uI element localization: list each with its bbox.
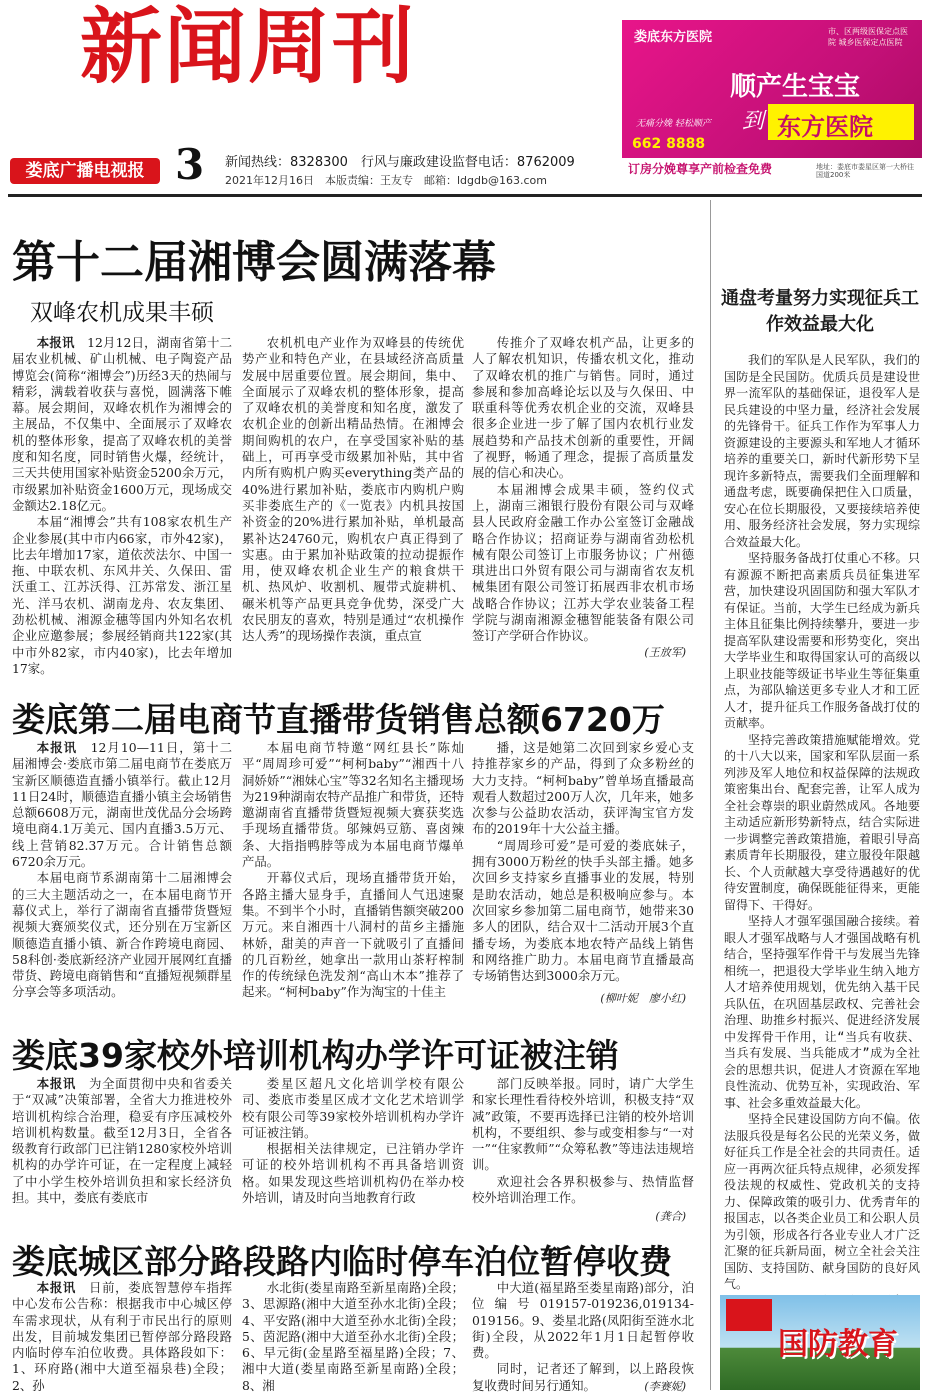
header-rule (8, 194, 922, 197)
article1-title: 第十二届湘博会圆满落幕 (12, 237, 496, 288)
page-number: 3 (175, 140, 205, 189)
ad-offer: 订房分娩尊享产前检查免费 (628, 162, 773, 176)
article4-col3: 中大道(福星路至娄星南路)部分，泊位编号019157-019236,019134-019156。9、娄星北路(凤阳街至涟水北街)全段，从2022年1月1日起暂停收费。 同时，记者还了解到，以上路段恢复收费时间另行通知。 (472, 1280, 694, 1393)
article3-col1: 本报讯 为全面贯彻中央和省委关于“双减”决策部署，全省大力推进校外培训机构综合治理，稳妥有序压减校外培训机构数量。截至12月3日，全省各级教育行政部门已注销1280家校外培训机构的办学许可证，在一定程度上减轻了中小学生校外培训负担和家长经济负担。其中，娄底有娄底市 (12, 1076, 233, 1206)
hotline-info: 新闻热线：8328300 行风与廉政建设监督电话：8762009 (225, 155, 575, 170)
ad-bottom-bar (622, 158, 922, 180)
article2-col3: 播，这是她第二次回到家乡爱心支持推荐家乡的产品，得到了众多粉丝的大力支持。“柯柯baby”曾单场直播最高观看人数超过200万人次，几年来，她多次参与公益助农活动，获评淘宝官方发布的2019年十大公益主播。 “周周珍可爱”是可爱的娄底妹子，拥有3000万粉丝的快手头部主播。她多次回乡支持家乡直播事业的发展，特别是助农活动，她总是积极响应参与。本次回家乡参加第二届电商节，她带来30多人的团队，结合双十二活动开展3个直播专场，为娄底本地农特产品线上销售和网络推广助力。本届电商节直播最高专场销售达到3000余万元。 (472, 740, 694, 984)
article4-col1: 本报讯 日前，娄底智慧停车指挥中心发布公告称：根据我市中心城区停车需求现状，从有利于市民出行的原则出发，目前城发集团已暂停部分路段路内临时停车泊位收费。具体路段如下：1、环府路(湘中大道至福泉巷)全段；2、孙 (12, 1280, 233, 1393)
ad-hospital-big: 东方医院 (777, 112, 873, 141)
masthead-title: 新闻周刊 (80, 0, 417, 95)
article1-col2: 农机机电产业作为双峰县的传统优势产业和特色产业，在县域经济高质量发展中居重要位置。展会期间，集中、全面展示了双峰农机的整体形象，提高了双峰农机的美誉度和知名度，激发了农机企业的创新出精品热情。在湘博会期间购机的农户，在享受国家补贴的基础上，可再享受市级累加补贴，其中省内所有购机户购买everything类产品的40%进行累加补贴，娄底市内购机户购买非娄底生产的《一览表》内机具按国补资金的20%进行累加补贴，单机最高累补达24760元，购机农户真正得到了实惠。由于累加补贴政策的拉动提振作用，使双峰农机企业生产的粮食烘干机、热风炉、收割机、履带式旋耕机、碾米机等产品更具竞争优势，深受广大农民朋友的喜欢，特别是通过“农机操作达人秀”的现场操作表演，重点宣 (242, 335, 464, 644)
commentary-body: 我们的军队是人民军队，我们的国防是全民国防。优质兵员是建设世界一流军队的基础保证，退役军人是民兵建设的中坚力量，经济社会发展的先锋骨干。征兵工作作为军事人力资源建设的主要源头和军地人才循环培养的重要关口，新时代新形势下呈现许多新特点，需要我们全面理解和通盘考虑，既要确保把住入口质量，安心在位长期服役，又要接续培养使用、服务经济社会发展，努力实现综合效益最大化。 坚持服务备战打仗重心不移。只有源源不断把高素质兵员征集进军营，加快建设巩固国防和强大军队才有保证。当前，大学生已经成为新兵主体且征集比例持续攀升，要进一步提高军队建设需要和形势变化，突出大学毕业生和取得国家认可的高级以上职业技能等级证书毕业生等征集重点，为部队输送更多专业人才和工匠人才，提升征兵工作服务备战打仗的贡献率。 坚持完善政策措施赋能增效。党的十八大以来，国家和军队层面一系列涉及军人地位和权益保障的法规政策密集出台、配套完善，让军人成为全社会尊崇的职业蔚然成风。各地要主动适应新形势新特点，结合实际进一步调整完善政策措施，着眼引导高素质青年长期服役，建立服役年限越长、个人贡献越大享受待遇越好的优待安置制度，确保既能征得来，更能留得下、干得好。 坚持人才强军强国融合接续。着眼人才强军战略与人才强国战略有机结合，坚持强军作骨干与发展当先锋相统一，把退役大学毕业生纳入地方人才培养使用规划，优先纳入基干民兵队伍，在巩固基层政权、完善社会治理、助推乡村振兴、促进经济发展中发挥骨干作用，让“当兵有收获、当兵有发展、当兵能成才”成为全社会的思想共识，促进人才资源在军地良性流动、优势互补，实现政治、军事、社会多重效益最大化。 坚持全民建设国防方向不偏。依法服兵役是每名公民的光荣义务，做好征兵工作是全社会的共同责任。适应一再两次征兵特点规律，必须发挥役法规的权威性、党政机关的支持力、保障政策的吸引力、优秀青年的报国志，以各类企业员工和公职人员为引领，形成各行各业专业人才广泛汇聚的征兵新局面，树立全社会关注国防、支持国防、献身国防的良好风气。 (724, 353, 920, 1291)
article-tag: 本报讯 (36, 1280, 76, 1295)
banner-text: 国防教育 (778, 1327, 898, 1362)
article4-col2: 水北街(娄星南路至新星南路)全段；3、思源路(湘中大道至孙水北街)全段；4、平安路(湘中大道至孙水北街)全段；5、茵泥路(湘中大道至孙水北街)全段；6、早元街(金星路至福星路)全段；7、湘中大道(娄星南路至新星南路)全段；8、湘 (242, 1280, 464, 1393)
paper-name-badge: 娄底广播电视报 (10, 158, 160, 184)
ad-to: 到 (742, 109, 765, 134)
article-tag: 本报讯 (36, 1076, 76, 1091)
commentary-title: 通盘考量努力实现征兵工作效益最大化 (721, 288, 919, 335)
article1-col3: 传推介了双峰农机产品，让更多的人了解农机知识，传播农机文化，推动了双峰农机的推广与销售。同时，通过参展和参加高峰论坛以及与久保田、中联重科等优秀农机企业的交流，双峰县很多企业进一步了解了国内农机行业发展趋势和产品技术创新的重要性，开阔了视野，畅通了理念，提振了高质量发展的信心和决心。 本届湘博会成果丰硕，签约仪式上，湖南三湘银行股份有限公司与双峰县人民政府金融工作办公室签订金融战略合作协议；招商证券与湖南省劲松机械有限公司签订上市服务协议；广州德琪进出口外贸有限公司与湖南省农友机械集团有限公司签订拓展西非农机市场战略合作协议；江苏大学农业装备工程学院与湖南湘源金穗智能装备有限公司签订产学研合作协议。 (472, 335, 694, 644)
column-divider (710, 200, 711, 1390)
article1-col1: 本报讯 12月12日，湖南省第十二届农业机械、矿山机械、电子陶瓷产品博览会(简称“湘博会”)历经3天的热闹与精彩，满载着收获与喜悦，圆满落下帷幕。展会期间，双峰农机作为湘博会的主展品，不仅集中、全面展示了双峰农机的整体形象，提高了双峰农机的美誉度和知名度，同时销售火爆，经统计，三天共使用国家补贴资金5200余万元，市级累加补贴资金1600万元，现场成交金额达2.18亿元。 本届“湘博会”共有108家农机生产企业参展(其中市内66家，市外42家)，比去年增加17家，道依茨法尔、中国一拖、中联农机、东风井关、久保田、雷沃重工、江苏沃得、江苏常发、浙江星光、洋马农机、湖南龙舟、农友集团、劲松机械、湘源金穗等国内外知名农机企业应邀参展；参展经销商共122家(其中市外82家，市内40家)，比去年增加17家。 (12, 335, 232, 676)
article-tag: 本报讯 (36, 335, 75, 350)
article3-col2: 娄星区超凡文化培训学校有限公司、娄底市娄星区成才文化艺术培训学校有限公司等39家校外培训机构办学许可证被注销。 根据相关法律规定，已注销办学许可证的校外培训机构不再具备培训资格。如果发现这些培训机构仍在举办校外培训，请及时向当地教育行政 (242, 1076, 464, 1206)
ad-phone: 662 8888 (632, 136, 706, 152)
flag-icon (726, 1299, 772, 1331)
article2-byline: (柳叶妮 廖小红) (600, 992, 686, 1005)
article4-title: 娄底城区部分路段路内临时停车泊位暂停收费 (12, 1242, 672, 1281)
national-defense-banner (720, 1295, 920, 1390)
article-tag: 本报讯 (36, 740, 78, 755)
ad-address: 地址：娄底市娄星区第一大桥往国道200米 (816, 163, 914, 179)
article3-col3: 部门反映举报。同时，请广大学生和家长理性看待校外培训，积极支持“双减”政策，不要再选择已注销的校外培训机构，不要组织、参与或变相参与“一对一”“住家教师”“众筹私教”等违法违规培训。 欢迎社会各界积极参与、热情监督校外培训治理工作。 (472, 1076, 694, 1206)
article2-title: 娄底第二届电商节直播带货销售总额6720万 (12, 700, 665, 739)
article3-byline: (龚合) (655, 1210, 686, 1223)
article3-title: 娄底39家校外培训机构办学许可证被注销 (12, 1036, 619, 1075)
ad-side-text: 市、区两级医保定点医院 城乡医保定点医院 (828, 27, 908, 47)
date-editor-info: 2021年12月16日 本版责编：王友专 邮箱：ldgdb@163.com (225, 174, 547, 187)
article2-col1: 本报讯 12月10—11日，第十二届湘博会·娄底市第二届电商节在娄底万宝新区顺德造直播小镇举行。截止12月11日24时，顺德造直播小镇主会场销售总额6608万元，湖南世茂优品分会场跨境电商4.1万美元、国内直播3.5万元、线上营销82.37万元。合计销售总额6720余万元。 本届电商节系湖南第十二届湘博会的三大主题活动之一，在本届电商节开幕仪式上，举行了湖南省直播带货暨短视频大赛颁奖仪式，还分别在万宝新区顺德造直播小镇、新合作跨境电商园、58科创·娄底新经济产业园开展网红直播带货、跨境电商销售和“直播短视频群星分享会等多项活动。 (12, 740, 233, 1000)
article1-byline: (王放军) (644, 646, 686, 659)
ad-headline: 顺产生宝宝 (730, 72, 861, 102)
article2-col2: 本届电商节特邀“网红县长”陈灿平“周周珍可爱”“柯柯baby”“湘西十八洞娇娇”“湘妹心宝”等32名知名主播现场为219种湖南农特产品推广和带货，还特邀湖南省直播带货暨短视频大赛获奖选手现场直播带货。邬辣妈豆筋、喜卤辣条、大指指鸭脖等成为本届电商节爆单产品。 开幕仪式后，现场直播带货开始，各路主播大显身手，直播间人气迅速聚集。不到半个小时，直播销售额突破200万元。来自湘西十八洞村的苗乡主播施林娇，甜美的声音一下就吸引了直播间的几百粉丝，她拿出一款用山茶籽榨制作的传统绿色洗发剂“高山木本”推荐了起来。“柯柯baby”作为淘宝的十佳主 (242, 740, 464, 1000)
ad-slogan: 无痛分娩 轻松顺产 (636, 119, 711, 129)
article4-byline: (李赛妮) (644, 1380, 686, 1393)
hospital-advertisement (622, 20, 922, 180)
article1-subtitle: 双峰农机成果丰硕 (30, 300, 214, 326)
ad-hospital-name: 娄底东方医院 (634, 30, 713, 45)
